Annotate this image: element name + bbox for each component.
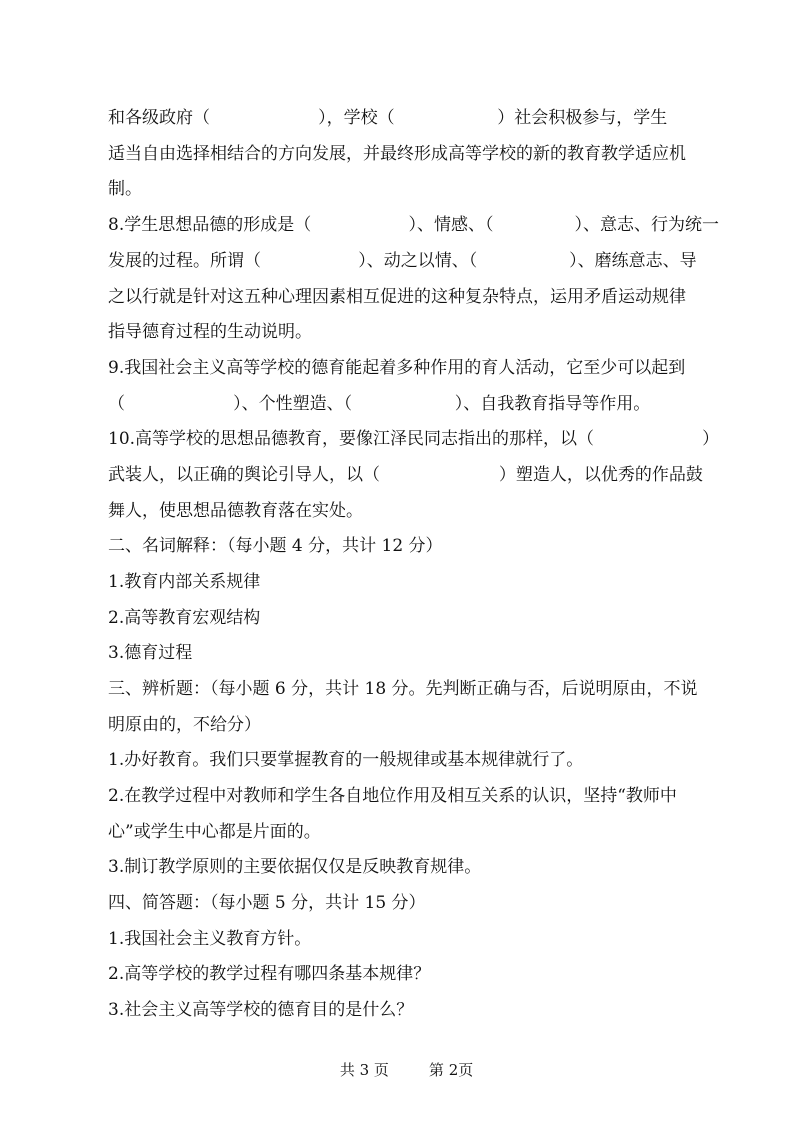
text-line: 发展的过程。所谓（ ）、动之以情、（ ）、磨练意志、导: [108, 251, 697, 271]
section-heading-terms: 二、名词解释：（每小题 4 分，共计 12 分）: [108, 536, 443, 556]
term-item: 1.教育内部关系规律: [108, 572, 261, 592]
text-line: 指导德育过程的生动说明。: [108, 322, 312, 342]
page-footer: [0, 1040, 794, 1100]
text-line: 适当自由选择相结合的方向发展，并最终形成高等学校的新的教育教学适应机: [108, 144, 686, 164]
question-8: 8.学生思想品德的形成是（ ）、情感、（ ）、意志、行为统一: [108, 215, 720, 235]
analysis-item: 1.办好教育。我们只要掌握教育的一般规律或基本规律就行了。: [108, 750, 584, 770]
text-line: 舞人，使思想品德教育落在实处。: [108, 501, 363, 521]
question-9: 9.我国社会主义高等学校的德育能起着多种作用的育人活动，它至少可以起到: [108, 358, 686, 378]
analysis-item: 2.在教学过程中对教师和学生各自地位作用及相互关系的认识，坚持“教师中: [108, 786, 677, 806]
question-10: 10.高等学校的思想品德教育，要像江泽民同志指出的那样，以（ ）: [108, 429, 720, 449]
short-answer-item: 3.社会主义高等学校的德育目的是什么？: [108, 1000, 414, 1020]
text-line: 明原由的，不给分）: [108, 715, 261, 735]
analysis-item: 3.制订教学原则的主要依据仅仅是反映教育规律。: [108, 857, 482, 877]
text-line: 武装人，以正确的舆论引导人，以（ ）塑造人，以优秀的作品鼓: [108, 465, 703, 485]
text-line: 制。: [108, 179, 142, 199]
text-line: 心”或学生中心都是片面的。: [108, 822, 321, 842]
text-line: 和各级政府（ ），学校（ ）社会积极参与，学生: [108, 108, 668, 128]
short-answer-item: 1.我国社会主义教育方针。: [108, 929, 312, 949]
total-pages: 共 3 页: [339, 1061, 389, 1079]
term-item: 2.高等教育宏观结构: [108, 608, 261, 628]
text-line: 之以行就是针对这五种心理因素相互促进的这种复杂特点，运用矛盾运动规律: [108, 287, 686, 307]
section-heading-short-answer: 四、简答题：（每小题 5 分，共计 15 分）: [108, 893, 426, 913]
term-item: 3.德育过程: [108, 643, 193, 663]
text-line: （ ）、个性塑造、（ ）、自我教育指导等作用。: [108, 394, 651, 414]
section-heading-analysis: 三、辨析题：（每小题 6 分，共计 18 分。先判断正确与否，后说明原由，不说: [108, 679, 698, 699]
current-page: 第 2页: [428, 1061, 474, 1079]
short-answer-item: 2.高等学校的教学过程有哪四条基本规律？: [108, 964, 431, 984]
